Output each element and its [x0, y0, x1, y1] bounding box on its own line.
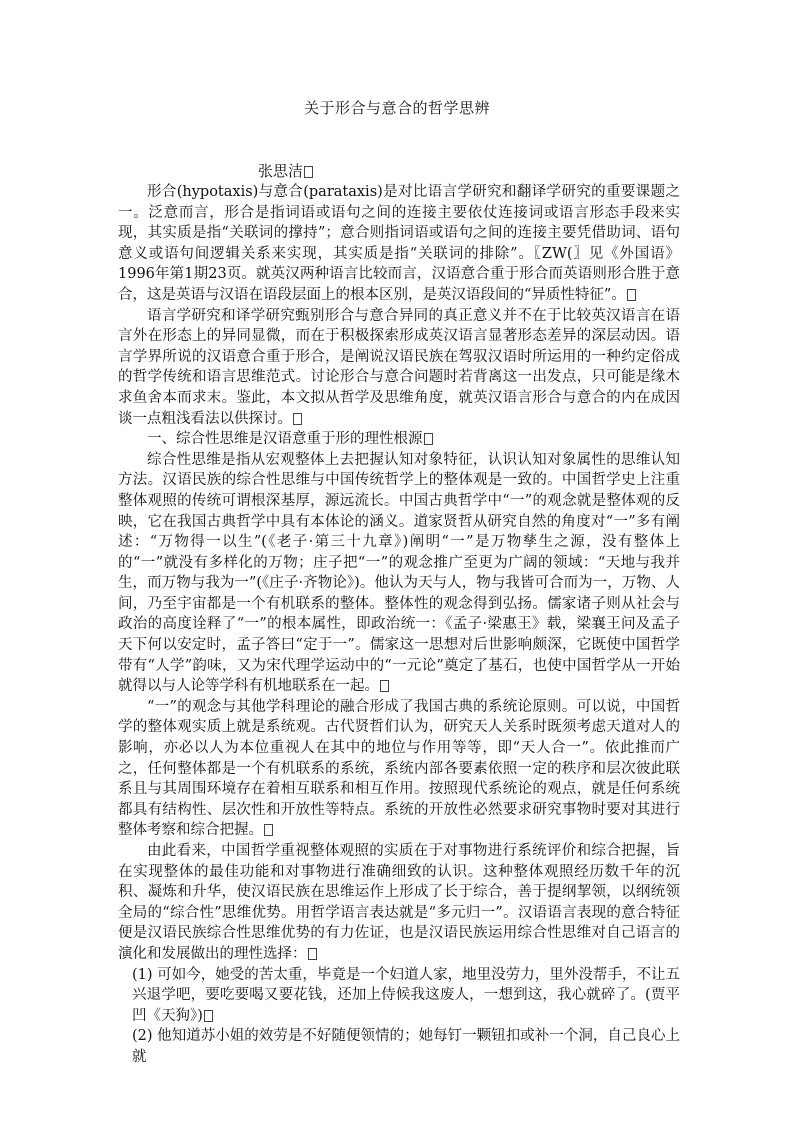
- paragraph-text: 语言学研究和译学研究甄别形合与意合异同的真正意义并不在于比较英汉语言在语言外在形态上的异同显微，而在于积极探索形成英汉语言显著形态差异的深层动因。语言学界所说的汉语意合重于形合，是阐说汉语民族在驾驭汉语时所运用的一种约定俗成的哲学传统和语言思维范式。讨论形合与意合问题时若背离这一出发点，只可能是缘木求鱼舍本而求末。鉴此，本文拟从哲学及思维角度，就英汉语言形合与意合的内在成因谈一点粗浅看法以供探讨。: [118, 307, 680, 427]
- example-text: (2) 他知道苏小姐的效劳是不好随便领情的；她每钉一颗钮扣或补一个洞，自己良心上就: [132, 1028, 680, 1065]
- section-heading: [118, 429, 680, 450]
- paragraph-purpose: [118, 306, 680, 430]
- missing-glyph-icon: [627, 289, 636, 301]
- author-name: [258, 160, 313, 181]
- missing-glyph-icon: [424, 433, 433, 445]
- missing-glyph-icon: [293, 413, 302, 425]
- missing-glyph-icon: [204, 1010, 213, 1022]
- example-text: (1) 可如今，她受的苦太重，毕竟是一个妇道人家，地里没劳力，里外没帮手，不让五兴退学吧，要吃要喝又要花钱，还加上侍候我这废人，一想到这，我心就碎了。(贾平凹《天狗》): [132, 966, 680, 1024]
- document-title: 关于形合与意合的哲学思辨: [303, 99, 490, 117]
- paragraph-text: 综合性思维是指从宏观整体上去把握认知对象特征，认识认知对象属性的思维认知方法。汉语民族的综合性思维与中国传统哲学上的整体观是一致的。中国哲学史上注重整体观照的传统可谓根深基厚，源远流长。中国古典哲学中“一”的观念就是整体观的反映，它在我国古典哲学中具有本体论的涵义。道家贤哲从研究自然的角度对“一”多有阐述：“万物得一以生”(《老子·第三十九章》)阐明“一”是万物孳生之源，没有整体上的“一”就没有多样化的万物；庄子把“一”的观念推广至更为广阔的领域：“天地与我并生，而万物与我为一”(《庄子·齐物论》)。他认为天与人，物与我皆可合而为一，万物、人间，乃至宇宙都是一个有机联系的整体。整体性的观念得到弘扬。儒家诸子则从社会与政治的高度诠释了“一”的根本属性，即政治统一：《孟子·梁惠王》载，梁襄王问及孟子天下何以安定时，孟子答曰“定于一”。儒家这一思想对后世影响颇深，它既使中国哲学带有“人学”韵味，又为宋代理学运动中的“一元论”奠定了基石，也使中国哲学从一开始就得以与人论等学科有机地联系在一起。: [118, 451, 680, 695]
- paragraph-synthesis: [118, 450, 680, 697]
- paragraph-intro: [118, 182, 680, 306]
- paragraph-system: [118, 697, 680, 841]
- missing-glyph-icon: [380, 680, 389, 692]
- document-body: [118, 182, 680, 1068]
- paragraph-text: 形合(hypotaxis)与意合(parataxis)是对比语言学研究和翻译学研究的重要课题之一。泛意而言，形合是指词语或语句之间的连接主要依仗连接词或语言形态手段来实现，其实质是指“关联词的撑持”；意合则指词语或语句之间的连接主要凭借助词、语句意义或语句间逻辑关系来实现，其实质是指“关联词的排除”。〖ZW(〗见《外国语》1996年第1期23页。就英汉两种语言比较而言，汉语意合重于形合而英语则形合胜于意合，这是英语与汉语在语段层面上的根本区别，是英汉语段间的“异质性特征”。: [118, 184, 680, 303]
- missing-glyph-icon: [304, 166, 313, 178]
- missing-glyph-icon: [264, 824, 273, 836]
- paragraph-text: “一”的观念与其他学科理论的融合形成了我国古典的系统论原则。可以说，中国哲学的整体观实质上就是系统观。古代贤哲们认为，研究天人关系时既须考虑天道对人的影响，亦必以人为本位重视人在其中的地位与作用等等，即“天人合一”。依此推而广之，任何整体都是一个有机联系的系统，系统内部各要素依照一定的秩序和层次彼此联系且与其周围环境存在着相互联系和相互作用。按照现代系统论的观点，就是任何系统都具有结构性、层次性和开放性等特点。系统的开放性必然要求研究事物时要对其进行整体考察和综合把握。: [118, 698, 680, 839]
- author-text: 张思洁: [258, 162, 304, 180]
- paragraph-conclusion: [118, 841, 680, 965]
- missing-glyph-icon: [308, 948, 317, 960]
- example-1: [118, 965, 680, 1027]
- paragraph-text: 由此看来，中国哲学重视整体观照的实质在于对事物进行系统评价和综合把握，旨在实现整体的最佳功能和对事物进行准确细致的认识。这种整体观照经历数千年的沉积、凝炼和升华，使汉语民族在思维运作上形成了长于综合，善于提纲挈领，以纲统领全局的“综合性”思维优势。用哲学语言表达就是“多元归一”。汉语语言表现的意合特征便是汉语民族综合性思维优势的有力佐证，也是汉语民族运用综合性思维对自己语言的演化和发展做出的理性选择：: [118, 843, 680, 962]
- example-2: [118, 1026, 680, 1067]
- heading-text: 一、综合性思维是汉语意重于形的理性根源: [147, 431, 423, 448]
